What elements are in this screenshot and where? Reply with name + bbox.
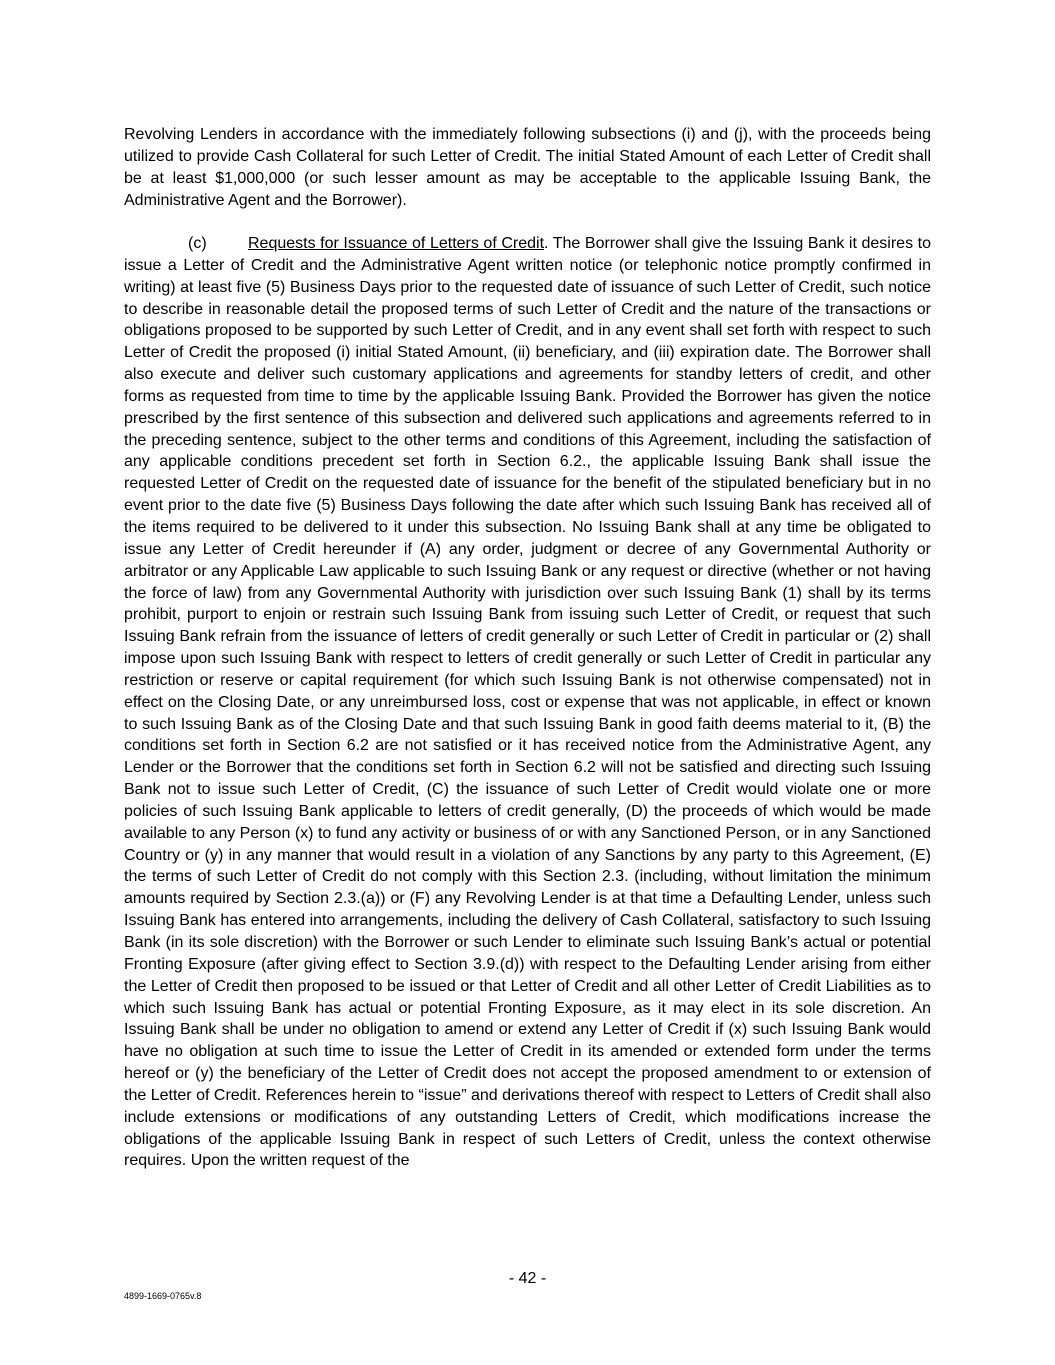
subsection-heading: Requests for Issuance of Letters of Credit <box>248 235 545 252</box>
page-number: - 42 - <box>508 1270 547 1287</box>
paragraph-continuation: Revolving Lenders in accordance with the immediately following subsections (i) and (j), with the proceeds being utilized to provide Cash Collateral for such Letter of Credit. The initial Stated Amount of each Letter of Credit shall be at least $1,000,000 (or such lesser amount as may be acceptable to the applicable Issuing Bank, the Administrative Agent and the Borrower). <box>124 126 931 209</box>
paragraph-subsection-c <box>124 233 931 1172</box>
document-id: 4899-1669-0765v.8 <box>124 1291 202 1301</box>
subsection-body: . The Borrower shall give the Issuing Bank it desires to issue a Letter of Credit and the Administrative Agent written notice (or telephonic notice promptly confirmed in writing) at least five (5) Business Days prior to the requested date of issuance of such Letter of Credit, such notice to describe in reasonable detail the proposed terms of such Letter of Credit and the nature of the transactions or obligations proposed to be supported by such Letter of Credit, and in any event shall set forth with respect to such Letter of Credit the proposed (i) initial Stated Amount, (ii) beneficiary, and (iii) expiration date. The Borrower shall also execute and deliver such customary applications and agreements for standby letters of credit, and other forms as requested from time to time by the applicable Issuing Bank. Provided the Borrower has given the notice prescribed by the first sentence of this subsection and delivered such applications and agreements referred to in the preceding sentence, subject to the other terms and conditions of this Agreement, including the satisfaction of any applicable conditions precedent set forth in Section 6.2., the applicable Issuing Bank shall issue the requested Letter of Credit on the requested date of issuance for the benefit of the stipulated beneficiary but in no event prior to the date five (5) Business Days following the date after which such Issuing Bank has received all of the items required to be delivered to it under this subsection. No Issuing Bank shall at any time be obligated to issue any Letter of Credit hereunder if (A) any order, judgment or decree of any Governmental Authority or arbitrator or any Applicable Law applicable to such Issuing Bank or any request or directive (whether or not having the force of law) from any Governmental Authority with jurisdiction over such Issuing Bank (1) shall by its terms prohibit, purport to enjoin or restrain such Issuing Bank from issuing such Letter of Credit, or request that such Issuing Bank refrain from the issuance of letters of credit generally or such Letter of Credit in particular or (2) shall impose upon such Issuing Bank with respect to letters of credit generally or such Letter of Credit in particular any restriction or reserve or capital requirement (for which such Issuing Bank is not otherwise compensated) not in effect on the Closing Date, or any unreimbursed loss, cost or expense that was not applicable, in effect or known to such Issuing Bank as of the Closing Date and that such Issuing Bank in good faith deems material to it, (B) the conditions set forth in Section 6.2 are not satisfied or it has received notice from the Administrative Agent, any Lender or the Borrower that the conditions set forth in Section 6.2 will not be satisfied and directing such Issuing Bank not to issue such Letter of Credit, (C) the issuance of such Letter of Credit would violate one or more policies of such Issuing Bank applicable to letters of credit generally, (D) the proceeds of which would be made available to any Person (x) to fund any activity or business of or with any Sanctioned Person, or in any Sanctioned Country or (y) in any manner that would result in a violation of any Sanctions by any party to this Agreement, (E) the terms of such Letter of Credit do not comply with this Section 2.3. (including, without limitation the minimum amounts required by Section 2.3.(a)) or (F) any Revolving Lender is at that time a Defaulting Lender, unless such Issuing Bank has entered into arrangements, including the delivery of Cash Collateral, satisfactory to such Issuing Bank (in its sole discretion) with the Borrower or such Lender to eliminate such Issuing Bank’s actual or potential Fronting Exposure (after giving effect to Section 3.9.(d)) with respect to the Defaulting Lender arising from either the Letter of Credit then proposed to be issued or that Letter of Credit and all other Letter of Credit Liabilities as to which such Issuing Bank has actual or potential Fronting Exposure, as it may elect in its sole discretion. An Issuing Bank shall be under no obligation to amend or extend any Letter of Credit if (x) such Issuing Bank would have no obligation at such time to issue the Letter of Credit in its amended or extended form under the terms hereof or (y) the beneficiary of the Letter of Credit does not accept the proposed amendment to or extension of the Letter of Credit. References herein to “issue” and derivations thereof with respect to Letters of Credit shall also include extensions or modifications of any outstanding Letters of Credit, which modifications increase the obligations of the applicable Issuing Bank in respect of such Letters of Credit, unless the context otherwise requires. Upon the written request of the <box>124 235 931 1170</box>
subsection-label: (c) <box>188 235 207 252</box>
